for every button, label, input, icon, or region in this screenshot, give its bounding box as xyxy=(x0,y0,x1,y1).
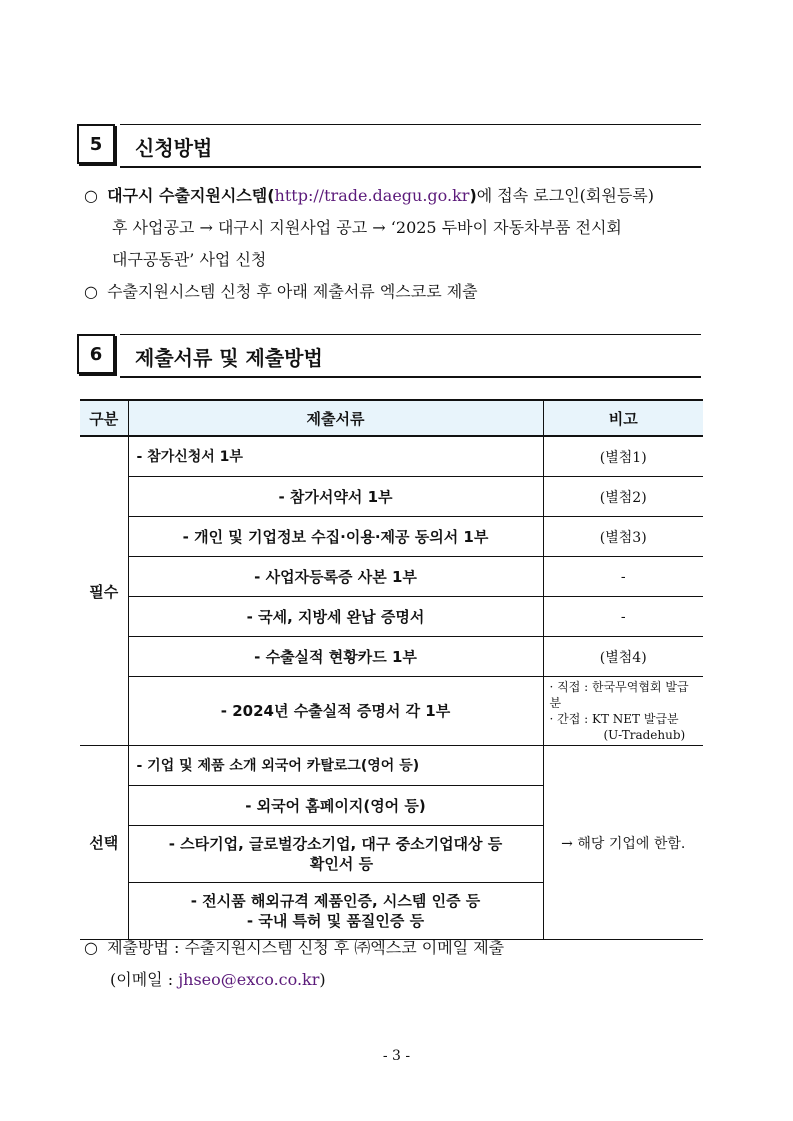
bullet-circle-icon: ○ xyxy=(84,282,98,301)
table-row xyxy=(80,517,703,557)
table-row xyxy=(80,637,703,677)
document-line: - 국내 특허 및 품질인증 등 xyxy=(246,912,425,930)
note-line: · 직접 : 한국무역협회 발급분 xyxy=(549,680,689,710)
bullet-line: 대구공동관’ 사업 신청 xyxy=(112,250,267,269)
divider xyxy=(120,376,701,378)
divider xyxy=(120,334,701,335)
category-optional: 선택 xyxy=(80,746,128,940)
section-number: 5 xyxy=(77,124,115,164)
document-line: - 전시품 해외규격 제품인증, 시스템 인증 등 xyxy=(190,892,481,910)
table-row xyxy=(80,477,703,517)
section-title: 제출서류 및 제출방법 xyxy=(135,346,323,370)
trade-link[interactable]: http://trade.daegu.go.kr xyxy=(274,186,470,205)
column-header: 구분 xyxy=(80,400,128,436)
table-row xyxy=(80,597,703,637)
bullet-line: 후 사업공고 → 대구시 지원사업 공고 → ‘2025 두바이 자동차부품 전시회 xyxy=(112,218,622,237)
bullet-text: 에 접속 로그인(회원등록) xyxy=(476,186,654,205)
note-cell: (별첨1) xyxy=(543,436,703,477)
column-header: 비고 xyxy=(543,400,703,436)
note-line: (U-Tradehub) xyxy=(603,728,686,742)
bullet-line xyxy=(84,180,720,212)
document-cell: - 외국어 홈페이지(영어 등) xyxy=(128,786,543,826)
document-cell: - 2024년 수출실적 증명서 각 1부 xyxy=(128,677,543,746)
email-line xyxy=(84,964,720,996)
bullet-line xyxy=(84,276,720,308)
page-number: - 3 - xyxy=(382,1048,411,1064)
section-title: 신청방법 xyxy=(135,136,213,160)
bullet-circle-icon: ○ xyxy=(84,938,98,957)
document-cell xyxy=(128,826,543,883)
note-line: · 간접 : KT NET 발급분 xyxy=(549,712,679,726)
table-row xyxy=(80,557,703,597)
section-5-body xyxy=(84,180,720,308)
note-cell: (별첨4) xyxy=(543,637,703,677)
section-6-header xyxy=(77,334,701,378)
section-number: 6 xyxy=(77,334,115,374)
column-header: 제출서류 xyxy=(128,400,543,436)
document-line: - 스타기업, 글로벌강소기업, 대구 중소기업대상 등 xyxy=(168,835,503,853)
divider xyxy=(120,124,701,125)
document-line: 확인서 등 xyxy=(309,855,374,873)
system-name: 대구시 수출지원시스템( xyxy=(107,186,275,205)
table-row xyxy=(80,746,703,786)
document-cell: - 참가서약서 1부 xyxy=(128,477,543,517)
table-row xyxy=(80,436,703,477)
note-cell: - xyxy=(543,557,703,597)
email-suffix: ) xyxy=(319,970,326,989)
section-5-header xyxy=(77,124,701,168)
document-cell: - 사업자등록증 사본 1부 xyxy=(128,557,543,597)
bullet-text: 수출지원시스템 신청 후 아래 제출서류 엑스코로 제출 xyxy=(107,282,478,301)
system-name-close: ) xyxy=(469,186,477,205)
submission-note xyxy=(84,932,720,996)
document-cell: - 국세, 지방세 완납 증명서 xyxy=(128,597,543,637)
document-cell: - 기업 및 제품 소개 외국어 카탈로그(영어 등) xyxy=(128,746,543,786)
documents-table xyxy=(80,399,703,940)
note-cell: - xyxy=(543,597,703,637)
note-cell xyxy=(543,677,703,746)
bullet-circle-icon: ○ xyxy=(84,186,98,205)
note-cell: (별첨3) xyxy=(543,517,703,557)
bullet-line xyxy=(84,932,720,964)
document-cell: - 수출실적 현황카드 1부 xyxy=(128,637,543,677)
category-required: 필수 xyxy=(80,436,128,746)
note-cell: (별첨2) xyxy=(543,477,703,517)
document-cell xyxy=(128,883,543,940)
bullet-text: 제출방법 : 수출지원시스템 신청 후 ㈜엑스코 이메일 제출 xyxy=(107,938,505,957)
document-cell: - 참가신청서 1부 xyxy=(128,436,543,477)
email-prefix: (이메일 : xyxy=(110,970,179,989)
divider xyxy=(120,166,701,168)
table-row xyxy=(80,677,703,746)
table-header-row xyxy=(80,400,703,436)
document-cell: - 개인 및 기업정보 수집·이용·제공 동의서 1부 xyxy=(128,517,543,557)
note-cell: → 해당 기업에 한함. xyxy=(543,746,703,940)
email-link[interactable]: jhseo@exco.co.kr xyxy=(178,970,320,989)
